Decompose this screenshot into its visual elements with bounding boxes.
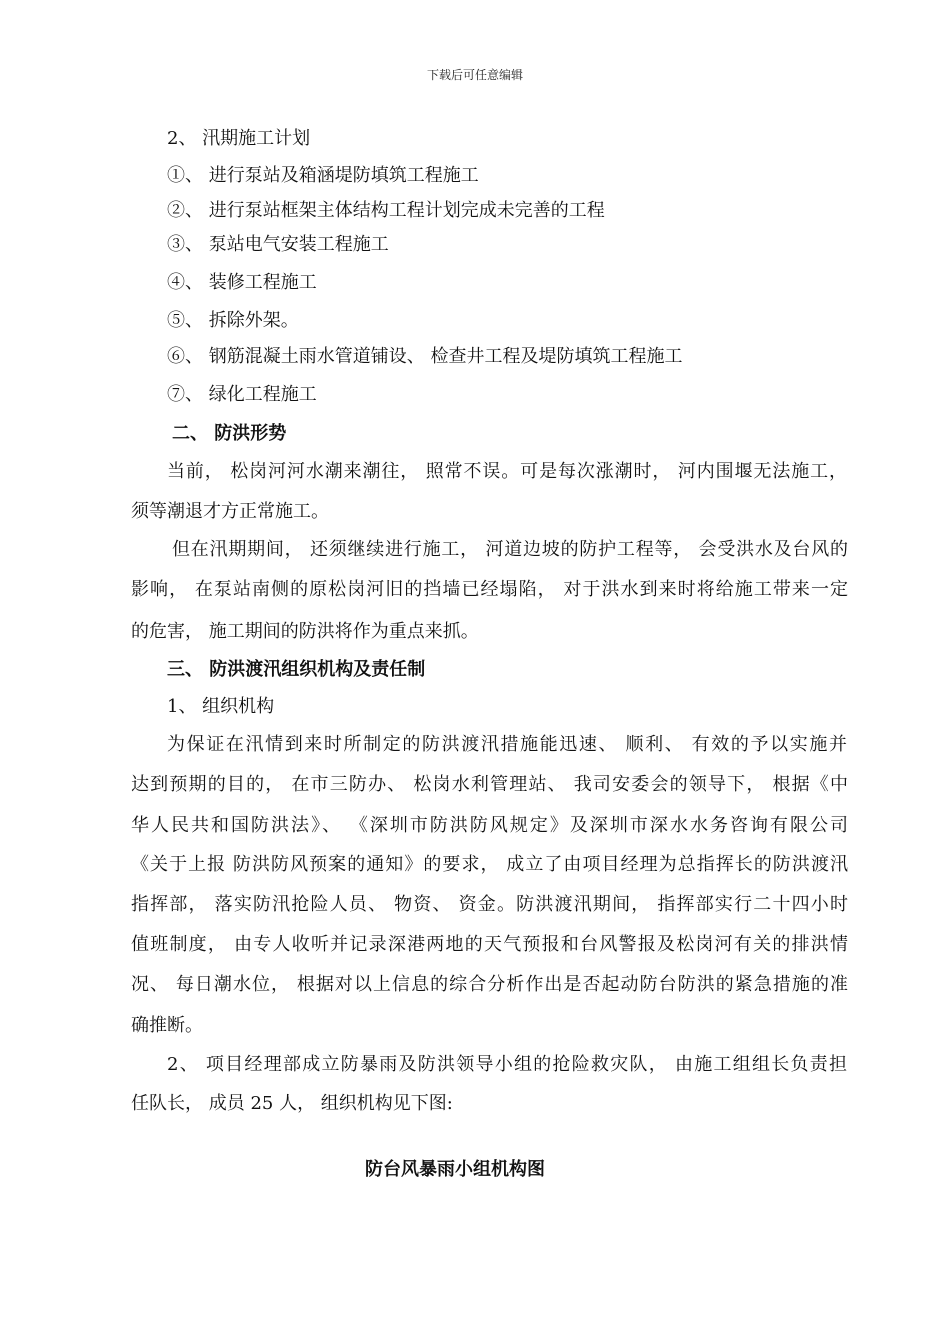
paragraph-line: 2、 项目经理部成立防暴雨及防洪领导小组的抢险救灾队， 由施工组组长负责担: [167, 1054, 847, 1075]
plan-item: ⑦、 绿化工程施工: [167, 384, 317, 405]
plan-item: ⑥、 钢筋混凝土雨水管道铺设、 检查井工程及堤防填筑工程施工: [167, 346, 683, 367]
paragraph-line: 任队长， 成员 25 人， 组织机构见下图:: [131, 1093, 453, 1114]
paragraph-line: 影响， 在泵站南侧的原松岗河旧的挡墙已经塌陷， 对于洪水到来时将给施工带来一定: [131, 579, 848, 600]
paragraph-line: 为保证在汛情到来时所制定的防洪渡汛措施能迅速、 顺利、 有效的予以实施并: [167, 734, 847, 755]
paragraph-line: 华人民共和国防洪法》、 《深圳市防洪防风规定》及深圳市深水水务咨询有限公司: [131, 815, 848, 836]
plan-item: ②、 进行泵站框架主体结构工程计划完成未完善的工程: [167, 200, 605, 221]
paragraph-line: 《关于上报 防洪防风预案的通知》的要求， 成立了由项目经理为总指挥长的防洪渡汛: [131, 854, 848, 875]
paragraph-line: 但在汛期期间， 还须继续进行施工， 河道边坡的防护工程等， 会受洪水及台风的: [172, 539, 848, 560]
paragraph-line: 达到预期的目的， 在市三防办、 松岗水利管理站、 我司安委会的领导下， 根据《中: [131, 774, 848, 795]
paragraph-line: 指挥部， 落实防汛抢险人员、 物资、 资金。防洪渡汛期间， 指挥部实行二十四小时: [131, 894, 848, 915]
plan-item: ④、 装修工程施工: [167, 272, 317, 293]
plan-heading: 2、 汛期施工计划: [167, 128, 311, 149]
section-title-organization: 三、 防洪渡汛组织机构及责任制: [167, 659, 426, 680]
section-title-risk: 二、 防洪形势: [172, 423, 287, 444]
plan-item: ⑤、 拆除外架。: [167, 310, 299, 331]
paragraph-line: 当前， 松岗河河水潮来潮往， 照常不误。可是每次涨潮时， 河内围堰无法施工，: [167, 461, 847, 482]
org-chart-title: 防台风暴雨小组机构图: [365, 1159, 545, 1180]
plan-item: ③、 泵站电气安装工程施工: [167, 234, 389, 255]
paragraph-line: 况、 每日潮水位， 根据对以上信息的综合分析作出是否起动防台防洪的紧急措施的准: [131, 974, 848, 995]
plan-item: ①、 进行泵站及箱涵堤防填筑工程施工: [167, 165, 479, 186]
paragraph-line: 值班制度， 由专人收听并记录深港两地的天气预报和台风警报及松岗河有关的排洪情: [131, 934, 848, 955]
paragraph-line: 的危害， 施工期间的防洪将作为重点来抓。: [131, 621, 479, 642]
paragraph-line: 确推断。: [131, 1015, 203, 1036]
header-note: 下载后可任意编辑: [426, 68, 523, 82]
paragraph-line: 须等潮退才方正常施工。: [131, 501, 329, 522]
subsection-heading: 1、 组织机构: [167, 696, 275, 717]
